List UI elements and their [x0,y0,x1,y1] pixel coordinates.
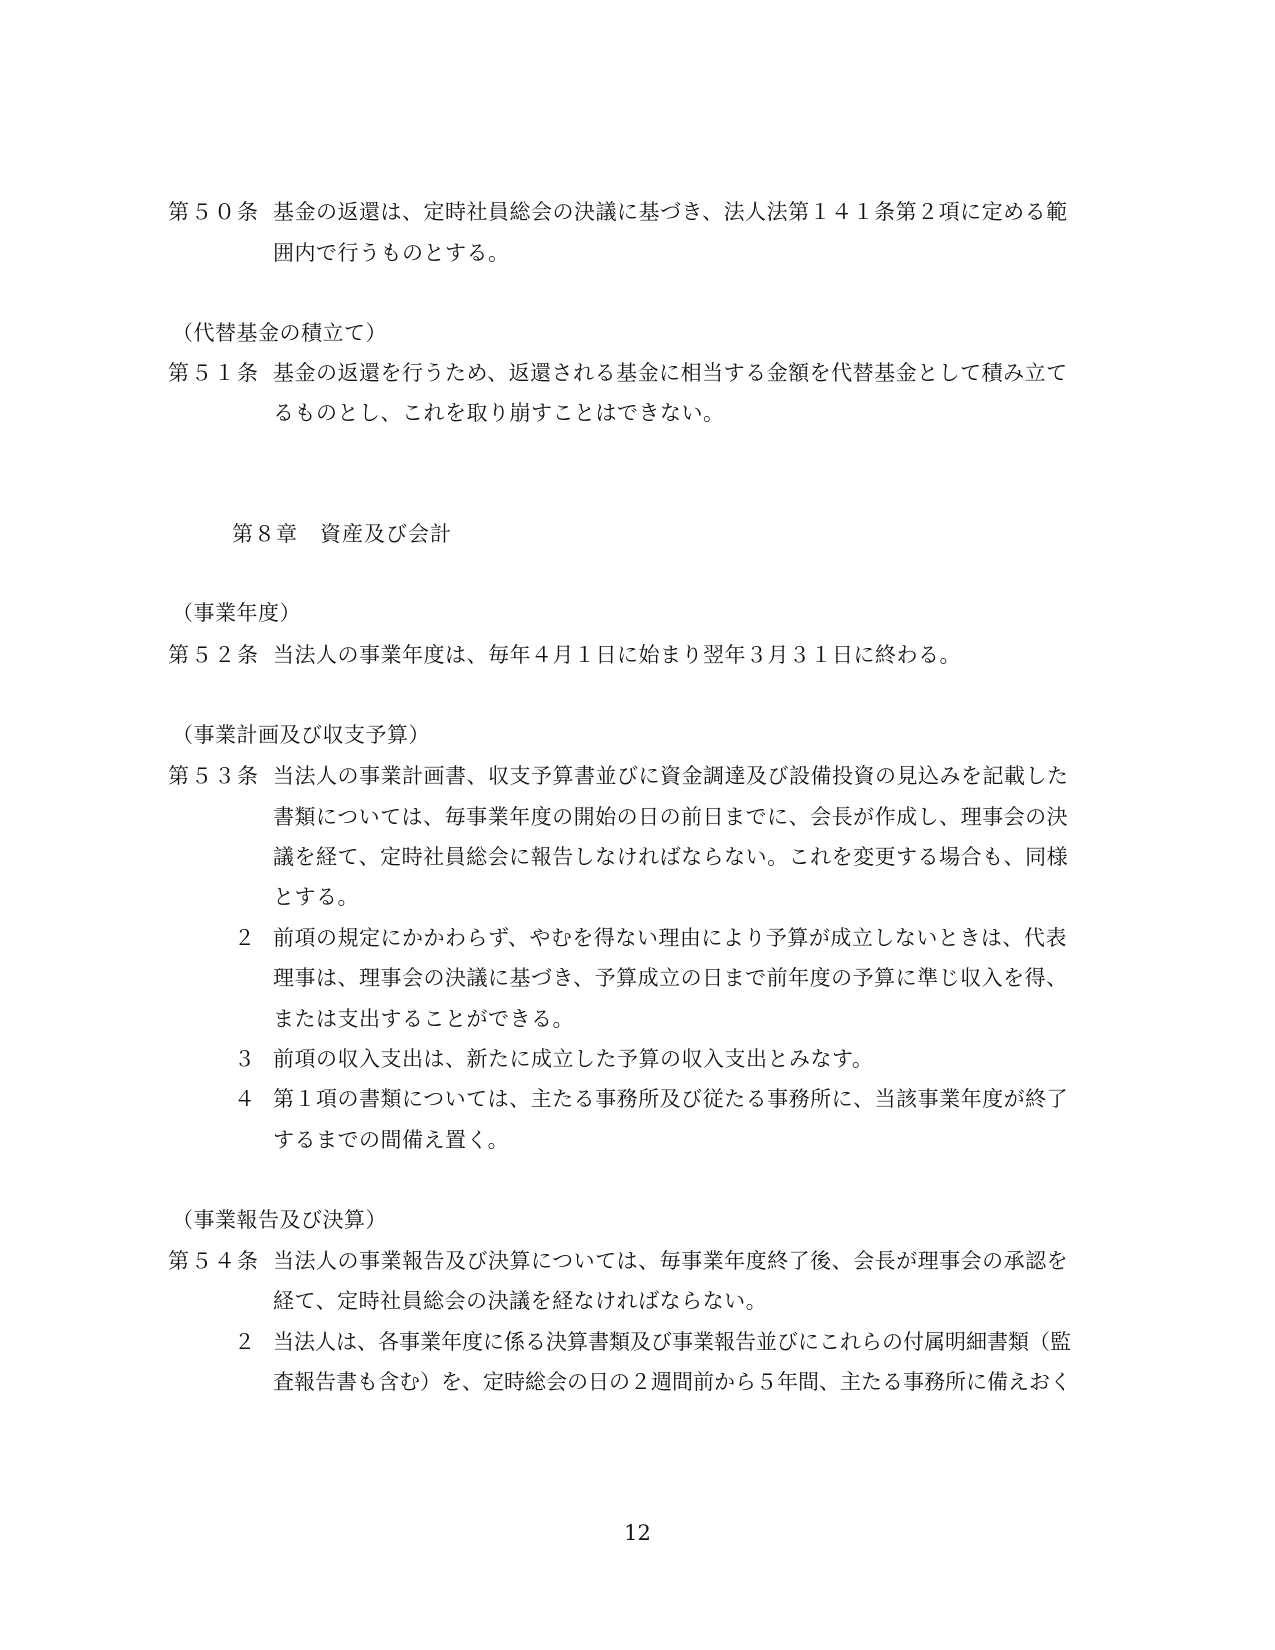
article-text-line: とする。 [273,885,359,909]
article-text-line: 議を経て、定時社員総会に報告しなければならない。これを変更する場合も、同様 [273,845,1069,869]
article-label: 第５４条 [168,1249,260,1273]
article-heading: （事業年度） [172,601,301,625]
paragraph-number: ３ [234,1047,255,1071]
paragraph-text-line: 第１項の書類については、主たる事務所及び従たる事務所に、当該事業年度が終了 [273,1087,1069,1111]
article-text-line: 書類については、毎事業年度の開始の日の前日までに、会長が作成し、理事会の決 [273,805,1069,829]
article-label: 第５２条 [168,643,260,667]
article-label: 第５１条 [168,361,260,385]
paragraph-text-line: するまでの間備え置く。 [273,1128,510,1152]
article-text-line: 当法人の事業年度は、毎年４月１日に始まり翌年３月３１日に終わる。 [273,643,961,667]
chapter-title: 第８章 資産及び会計 [232,522,452,546]
article-text-line: 囲内で行うものとする。 [273,241,510,265]
paragraph-text-line: または支出することができる。 [273,1007,574,1031]
paragraph-number: ２ [234,1330,255,1354]
article-heading: （事業計画及び収支予算） [172,723,430,747]
paragraph-number: ４ [234,1087,255,1111]
article-text-line: るものとし、これを取り崩すことはできない。 [273,401,725,425]
article-text-line: 当法人の事業報告及び決算については、毎事業年度終了後、会長が理事会の承認を [273,1249,1069,1273]
paragraph-text-line: 前項の収入支出は、新たに成立した予算の収入支出とみなす。 [273,1047,874,1071]
page-number: 12 [624,1521,651,1545]
article-text-line: 基金の返還を行うため、返還される基金に相当する金額を代替基金として積み立て [273,361,1068,385]
paragraph-number: ２ [234,926,255,950]
paragraph-text-line: 理事は、理事会の決議に基づき、予算成立の日まで前年度の予算に準じ収入を得、 [273,966,1068,990]
article-text-line: 基金の返還は、定時社員総会の決議に基づき、法人法第１４１条第２項に定める範 [273,200,1068,224]
paragraph-text-line: 前項の規定にかかわらず、やむを得ない理由により予算が成立しないときは、代表 [273,926,1067,950]
article-label: 第５０条 [168,200,260,224]
paragraph-text-line: 査報告書も含む）を、定時総会の日の２週間前から５年間、主たる事務所に備えおく [273,1370,1071,1394]
article-label: 第５３条 [168,764,260,788]
article-heading: （代替基金の積立て） [172,321,387,345]
article-text-line: 経て、定時社員総会の決議を経なければならない。 [273,1289,768,1313]
paragraph-text-line: 当法人は、各事業年度に係る決算書類及び事業報告並びにこれらの付属明細書類（監 [273,1330,1071,1354]
article-text-line: 当法人の事業計画書、収支予算書並びに資金調達及び設備投資の見込みを記載した [273,764,1069,788]
article-heading: （事業報告及び決算） [172,1208,387,1232]
